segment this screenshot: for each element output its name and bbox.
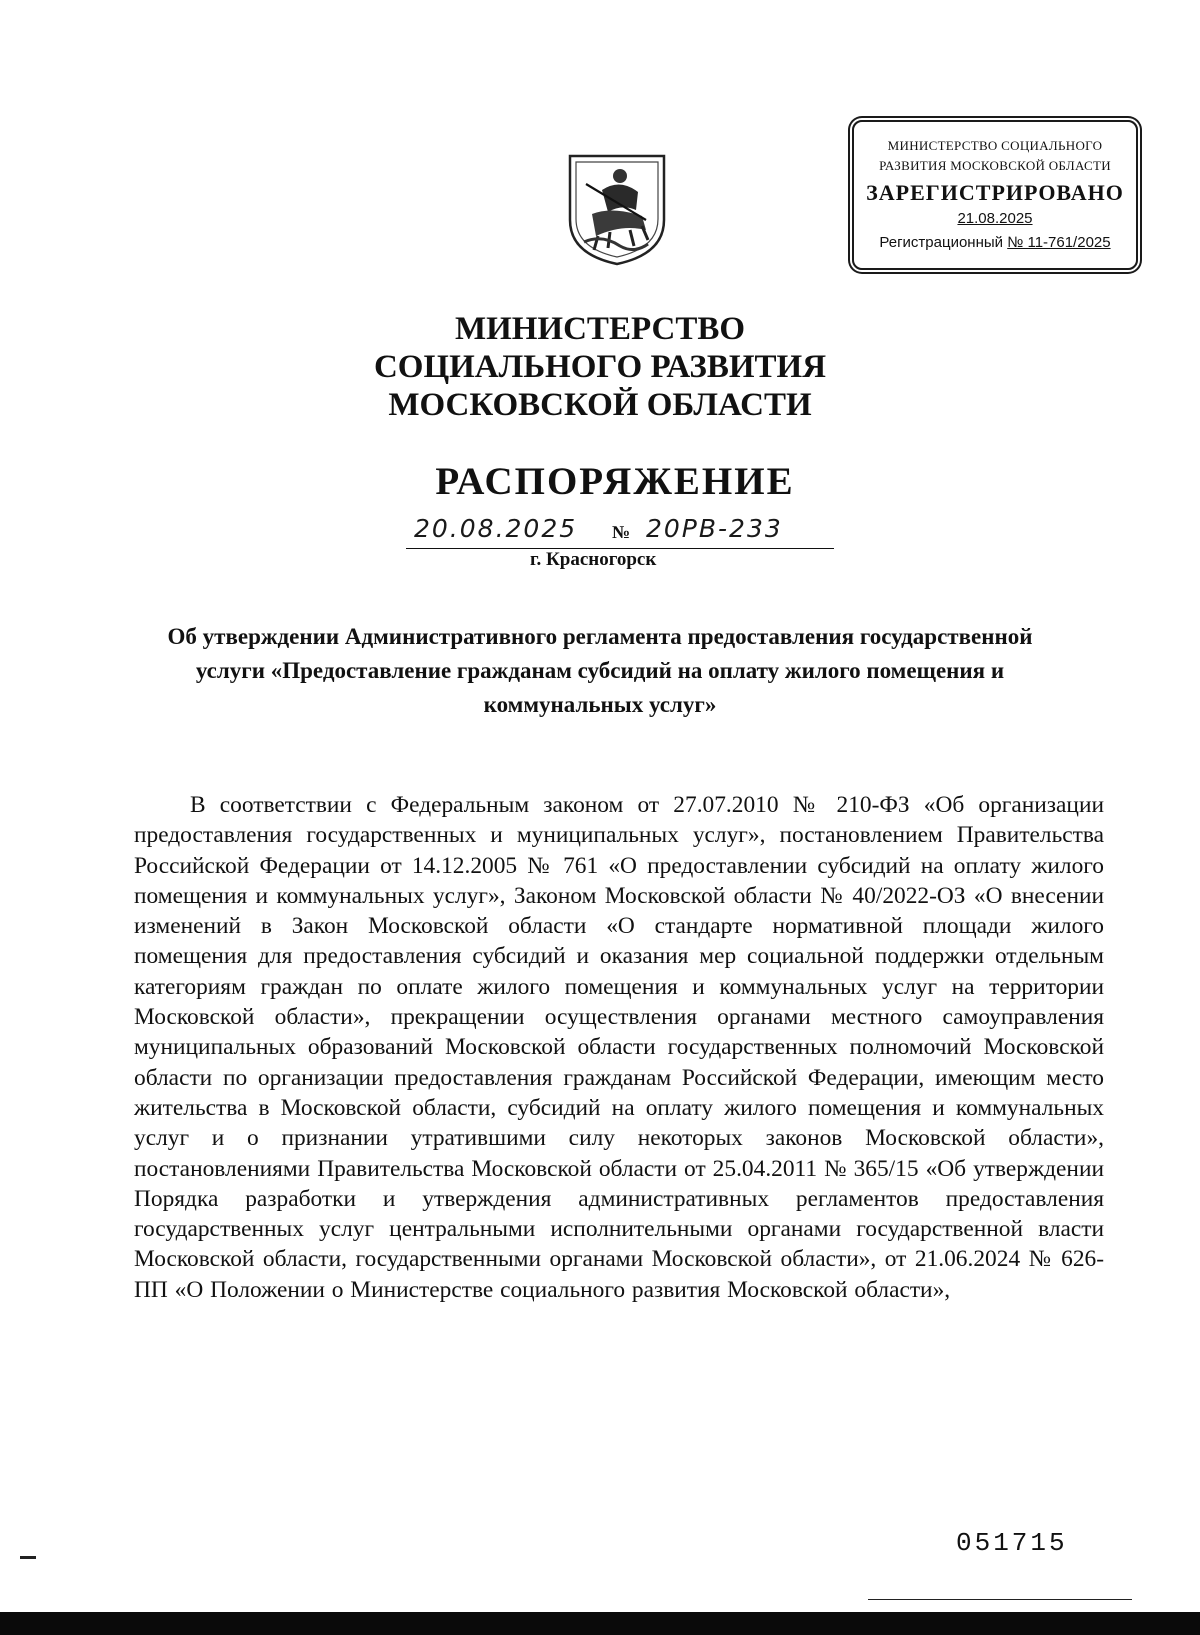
number-sign: № — [612, 522, 631, 542]
stamp-reg-number: № 11-761/2025 — [1007, 234, 1111, 251]
ministry-line1: МИНИСТЕРСТВО — [454, 311, 746, 347]
scan-edge-bar — [0, 1612, 1200, 1635]
stamp-reg-label: Регистрационный — [879, 234, 1004, 251]
registration-stamp — [852, 120, 1138, 270]
document-type: РАСПОРЯЖЕНИЕ — [435, 460, 795, 503]
body-paragraph: В соответствии с Федеральным законом от 27.07.2010 № 210-ФЗ «Об организации предоставления государственных и муниципальных услуг», постановлением Правительства Российской Федерации от 14.12.2005 № 761 «О предоставлении субсидий на оплату жилого помещения и коммунальных услуг», Законом Московской области № 40/2022-ОЗ «О внесении изменений в Закон Московской области «О стандарте нормативной площади жилого помещения для предоставления субсидий и оказания мер социальной поддержки отдельным категориям граждан по оплате жилого помещения и коммунальных услуг на территории Московской области», прекращении осуществления органами местного самоуправления муниципальных образований Московской области государственных полномочий Московской области по организации предоставления гражданам Российской Федерации, имеющим место жительства в Московской области, субсидий на оплату жилого помещения и коммунальных услуг и о признании утратившими силу некоторых законов Московской области», постановлениями Правительства Московской области от 25.04.2011 № 365/15 «Об утверждении Порядка разработки и утверждения административных регламентов предоставления государственных услуг центральными исполнительными органами государственной власти Московской области, государственными органами Московской области», от 21.06.2024 № 626-ПП «О Положении о Министерстве социального развития Московской области», — [134, 792, 1104, 1303]
stamp-registration — [854, 232, 1136, 254]
stamp-date: 21.08.2025 — [957, 210, 1033, 227]
scan-mark — [20, 1556, 36, 1559]
city: г. Красногорск — [530, 549, 657, 570]
bottom-rule — [868, 1599, 1132, 1600]
ministry-line2: СОЦИАЛЬНОГО РАЗВИТИЯ — [373, 349, 827, 385]
stamp-ministry-line1: МИНИСТЕРСТВО СОЦИАЛЬНОГО — [887, 138, 1103, 153]
document-date: 20.08.2025 — [414, 514, 578, 543]
stamp-title: ЗАРЕГИСТРИРОВАНО — [866, 180, 1124, 205]
serial-number: 051715 — [956, 1528, 1068, 1558]
document-number: 20РВ-233 — [646, 514, 783, 543]
ministry-name — [300, 310, 900, 424]
document-subject: Об утверждении Административного регламента предоставления государственной услуги «Предоставление гражданам субсидий на оплату жилого помещения и коммунальных услуг» — [167, 624, 1033, 717]
coat-of-arms-emblem-icon — [562, 150, 672, 268]
document-date-number-row — [406, 514, 834, 549]
stamp-ministry-line2: РАЗВИТИЯ МОСКОВСКОЙ ОБЛАСТИ — [879, 158, 1111, 173]
ministry-line3: МОСКОВСКОЙ ОБЛАСТИ — [388, 387, 812, 423]
